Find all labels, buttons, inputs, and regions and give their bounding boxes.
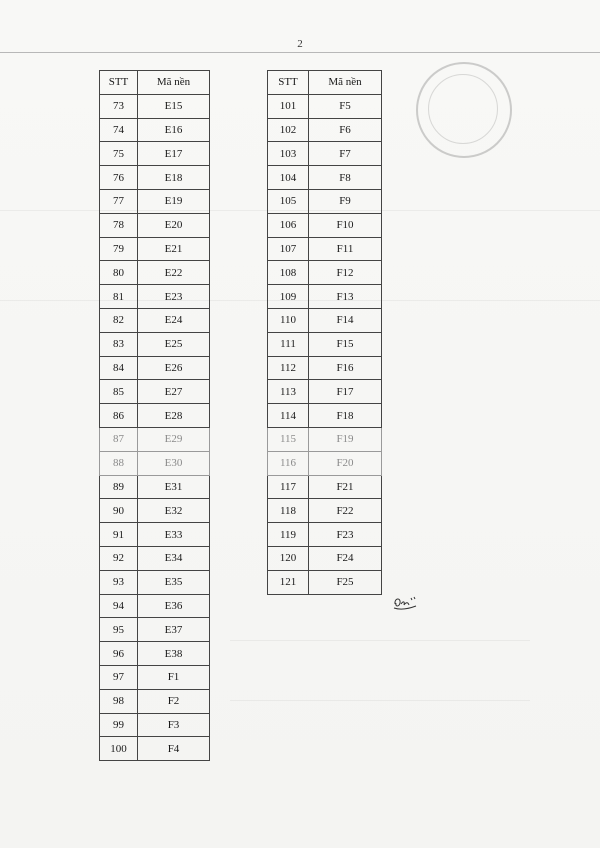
- lot-code-table-right: [267, 70, 382, 595]
- row-ma-nen: E15: [138, 94, 210, 118]
- table-row: [100, 665, 210, 689]
- column-header-stt: STT: [100, 71, 138, 95]
- row-ma-nen: E31: [138, 475, 210, 499]
- row-stt: 100: [100, 737, 138, 761]
- table-row: [100, 261, 210, 285]
- table-row: [100, 594, 210, 618]
- table-row: [268, 523, 382, 547]
- row-ma-nen: F21: [309, 475, 382, 499]
- table-row: [100, 142, 210, 166]
- header-rule: [0, 52, 600, 53]
- table-row: [268, 285, 382, 309]
- table-row: [100, 332, 210, 356]
- row-ma-nen: F11: [309, 237, 382, 261]
- table-row: [100, 404, 210, 428]
- table-row: [268, 546, 382, 570]
- row-stt: 81: [100, 285, 138, 309]
- row-stt: 77: [100, 189, 138, 213]
- row-stt: 105: [268, 189, 309, 213]
- row-ma-nen: E35: [138, 570, 210, 594]
- table-header-row: [268, 71, 382, 95]
- row-stt: 85: [100, 380, 138, 404]
- row-ma-nen: F4: [138, 737, 210, 761]
- table-row: [100, 118, 210, 142]
- row-ma-nen: F19: [309, 427, 382, 451]
- row-stt: 117: [268, 475, 309, 499]
- row-stt: 98: [100, 689, 138, 713]
- table-row: [100, 546, 210, 570]
- table-row: [268, 308, 382, 332]
- table-row: [268, 427, 382, 451]
- table-row: [100, 618, 210, 642]
- row-ma-nen: E33: [138, 523, 210, 547]
- row-stt: 119: [268, 523, 309, 547]
- row-stt: 73: [100, 94, 138, 118]
- row-ma-nen: F6: [309, 118, 382, 142]
- row-ma-nen: E23: [138, 285, 210, 309]
- table-row: [268, 332, 382, 356]
- table-row: [268, 380, 382, 404]
- table-row: [100, 166, 210, 190]
- row-stt: 75: [100, 142, 138, 166]
- row-stt: 74: [100, 118, 138, 142]
- row-stt: 101: [268, 94, 309, 118]
- row-ma-nen: F5: [309, 94, 382, 118]
- table-row: [100, 737, 210, 761]
- row-stt: 76: [100, 166, 138, 190]
- table-row: [268, 189, 382, 213]
- row-stt: 111: [268, 332, 309, 356]
- table-row: [268, 475, 382, 499]
- row-ma-nen: F20: [309, 451, 382, 475]
- row-stt: 104: [268, 166, 309, 190]
- row-ma-nen: E18: [138, 166, 210, 190]
- row-ma-nen: F1: [138, 665, 210, 689]
- row-ma-nen: E21: [138, 237, 210, 261]
- row-ma-nen: E29: [138, 427, 210, 451]
- row-ma-nen: F22: [309, 499, 382, 523]
- official-seal-stamp: [416, 62, 512, 158]
- row-stt: 107: [268, 237, 309, 261]
- table-row: [268, 94, 382, 118]
- show-through-shadow: [230, 700, 530, 701]
- row-ma-nen: E32: [138, 499, 210, 523]
- row-ma-nen: F17: [309, 380, 382, 404]
- row-ma-nen: F23: [309, 523, 382, 547]
- table-row: [100, 237, 210, 261]
- show-through-shadow: [230, 640, 530, 641]
- row-ma-nen: E22: [138, 261, 210, 285]
- table-row: [268, 451, 382, 475]
- row-ma-nen: E30: [138, 451, 210, 475]
- table-row: [268, 570, 382, 594]
- table-row: [100, 689, 210, 713]
- row-ma-nen: F8: [309, 166, 382, 190]
- row-ma-nen: F9: [309, 189, 382, 213]
- row-stt: 92: [100, 546, 138, 570]
- row-ma-nen: F2: [138, 689, 210, 713]
- table-row: [268, 118, 382, 142]
- table-row: [100, 523, 210, 547]
- row-ma-nen: E34: [138, 546, 210, 570]
- row-ma-nen: F13: [309, 285, 382, 309]
- column-header-ma-nen: Mã nền: [138, 71, 210, 95]
- row-ma-nen: E17: [138, 142, 210, 166]
- row-stt: 120: [268, 546, 309, 570]
- row-stt: 94: [100, 594, 138, 618]
- table-row: [100, 308, 210, 332]
- row-stt: 118: [268, 499, 309, 523]
- row-ma-nen: F7: [309, 142, 382, 166]
- row-stt: 95: [100, 618, 138, 642]
- table-row: [100, 451, 210, 475]
- table-row: [100, 499, 210, 523]
- row-stt: 113: [268, 380, 309, 404]
- row-stt: 110: [268, 308, 309, 332]
- table-row: [100, 427, 210, 451]
- row-ma-nen: E37: [138, 618, 210, 642]
- table-row: [100, 189, 210, 213]
- table-row: [268, 142, 382, 166]
- row-ma-nen: F12: [309, 261, 382, 285]
- row-stt: 109: [268, 285, 309, 309]
- row-stt: 80: [100, 261, 138, 285]
- table-row: [100, 94, 210, 118]
- row-stt: 103: [268, 142, 309, 166]
- row-stt: 87: [100, 427, 138, 451]
- row-ma-nen: E19: [138, 189, 210, 213]
- row-ma-nen: F24: [309, 546, 382, 570]
- table-row: [268, 261, 382, 285]
- row-stt: 121: [268, 570, 309, 594]
- row-stt: 88: [100, 451, 138, 475]
- table-row: [268, 404, 382, 428]
- column-header-stt: STT: [268, 71, 309, 95]
- row-stt: 99: [100, 713, 138, 737]
- row-ma-nen: E25: [138, 332, 210, 356]
- row-ma-nen: E28: [138, 404, 210, 428]
- row-stt: 90: [100, 499, 138, 523]
- table-row: [100, 713, 210, 737]
- row-stt: 116: [268, 451, 309, 475]
- table-row: [268, 237, 382, 261]
- handwritten-initials-signature: [392, 592, 418, 612]
- row-stt: 96: [100, 642, 138, 666]
- row-stt: 108: [268, 261, 309, 285]
- row-stt: 93: [100, 570, 138, 594]
- row-ma-nen: F15: [309, 332, 382, 356]
- row-stt: 86: [100, 404, 138, 428]
- row-ma-nen: F14: [309, 308, 382, 332]
- table-row: [100, 285, 210, 309]
- table-row: [268, 166, 382, 190]
- table-row: [100, 356, 210, 380]
- table-row: [100, 380, 210, 404]
- row-stt: 78: [100, 213, 138, 237]
- row-ma-nen: F10: [309, 213, 382, 237]
- row-stt: 83: [100, 332, 138, 356]
- row-stt: 106: [268, 213, 309, 237]
- row-stt: 114: [268, 404, 309, 428]
- row-stt: 115: [268, 427, 309, 451]
- row-stt: 82: [100, 308, 138, 332]
- row-ma-nen: E26: [138, 356, 210, 380]
- table-row: [268, 499, 382, 523]
- row-ma-nen: E20: [138, 213, 210, 237]
- row-ma-nen: E38: [138, 642, 210, 666]
- lot-code-table-left: [99, 70, 210, 761]
- row-ma-nen: F25: [309, 570, 382, 594]
- row-ma-nen: E16: [138, 118, 210, 142]
- row-stt: 89: [100, 475, 138, 499]
- table-header-row: [100, 71, 210, 95]
- row-stt: 102: [268, 118, 309, 142]
- row-ma-nen: F3: [138, 713, 210, 737]
- table-row: [268, 356, 382, 380]
- page-number: 2: [297, 38, 303, 50]
- column-header-ma-nen: Mã nền: [309, 71, 382, 95]
- table-row: [100, 475, 210, 499]
- row-ma-nen: E27: [138, 380, 210, 404]
- row-ma-nen: F18: [309, 404, 382, 428]
- table-row: [100, 642, 210, 666]
- row-stt: 91: [100, 523, 138, 547]
- table-row: [100, 570, 210, 594]
- table-row: [268, 213, 382, 237]
- row-ma-nen: F16: [309, 356, 382, 380]
- row-ma-nen: E24: [138, 308, 210, 332]
- row-stt: 84: [100, 356, 138, 380]
- row-stt: 112: [268, 356, 309, 380]
- row-ma-nen: E36: [138, 594, 210, 618]
- row-stt: 97: [100, 665, 138, 689]
- row-stt: 79: [100, 237, 138, 261]
- table-row: [100, 213, 210, 237]
